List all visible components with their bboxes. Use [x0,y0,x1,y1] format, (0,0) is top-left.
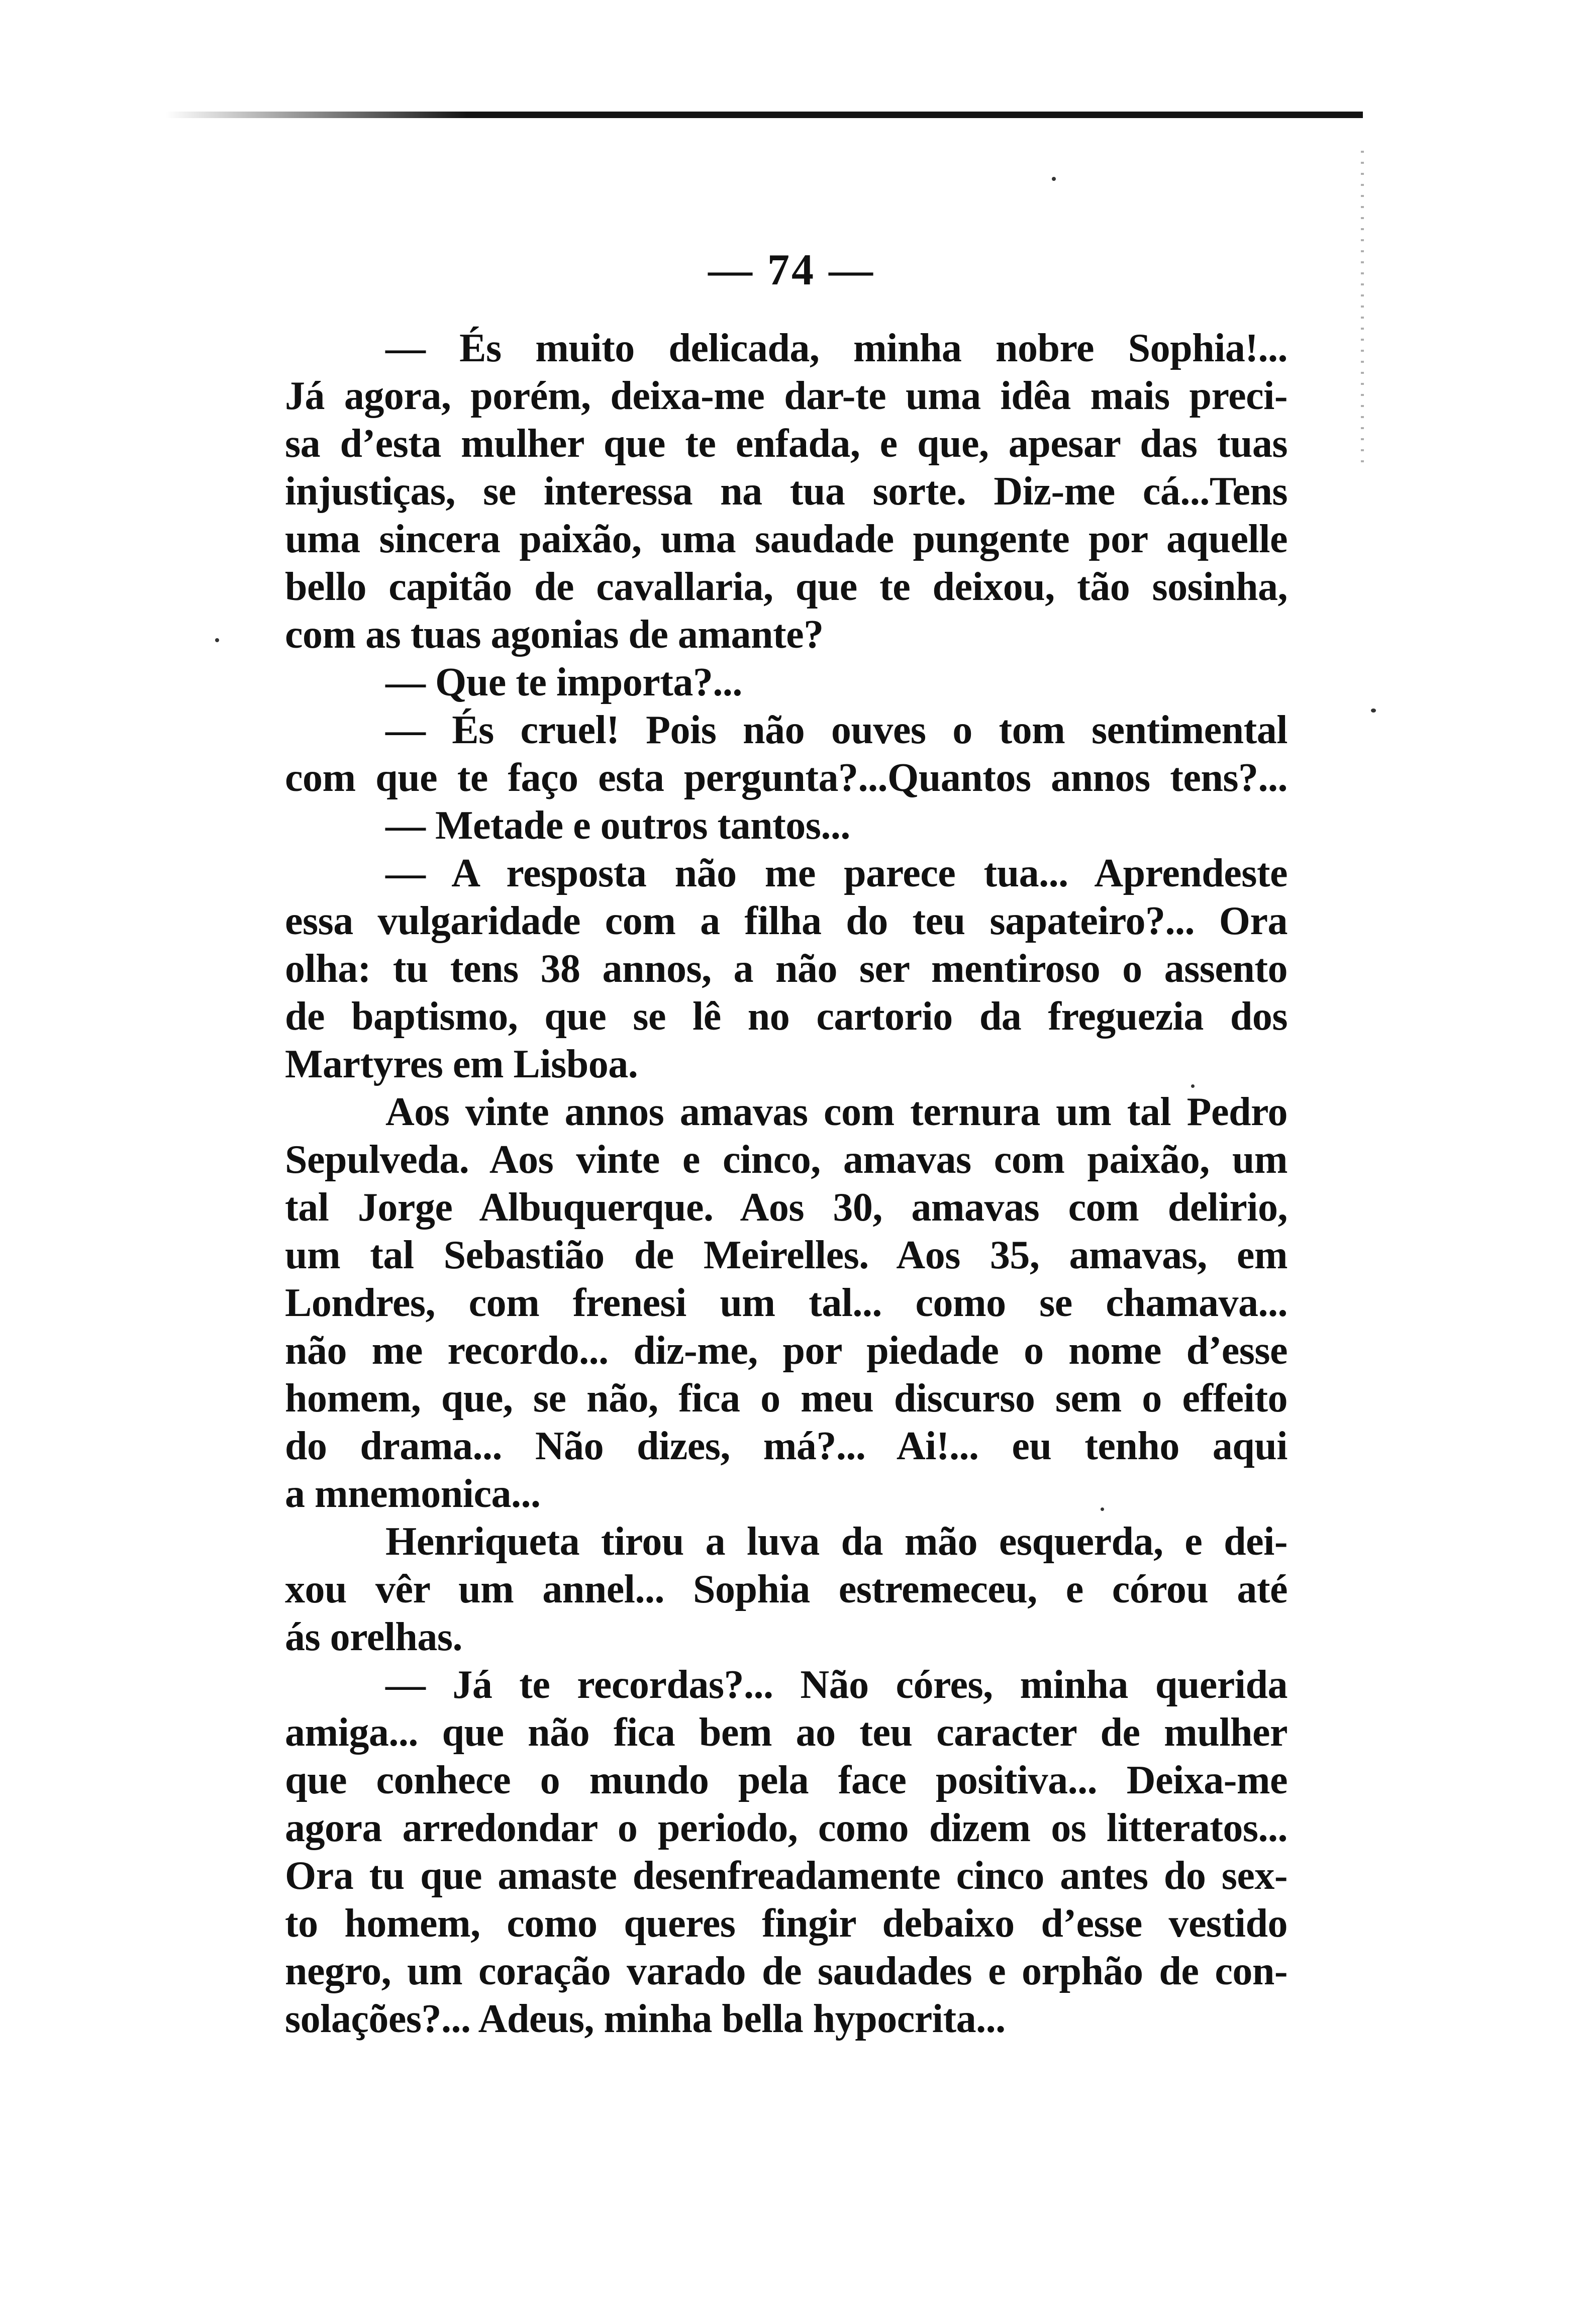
text-line: um tal Sebastião de Meirelles. Aos 35, amavas, em [285,1233,1288,1277]
text-line: Já agora, porém, deixa-me dar-te uma idêa mais preci- [285,374,1288,418]
text-line: solações?... Adeus, minha bella hypocrita... [285,1997,1006,2041]
text-line: Ora tu que amaste desenfreadamente cinco antes do sex- [285,1854,1288,1898]
page-number: — 74 — [708,246,875,294]
text-line: xou vêr um annel... Sophia estremeceu, e córou até [285,1567,1288,1611]
text-line: bello capitão de cavallaria, que te deixou, tão sosinha, [285,565,1288,609]
text-line: — Metade e outros tantos... [385,803,850,848]
text-line: homem, que, se não, fica o meu discurso sem o effeito [285,1376,1288,1421]
text-line: — Já te recordas?... Não córes, minha querida [385,1663,1288,1707]
text-line: — Que te importa?... [385,660,742,704]
print-speck [1101,1507,1104,1511]
text-line: amiga... que não fica bem ao teu caracter de mulher [285,1710,1288,1755]
text-line: — És muito delicada, minha nobre Sophia!... [385,326,1288,370]
text-line: não me recordo... diz-me, por piedade o nome d’esse [285,1329,1288,1373]
edge-speckles [1361,151,1364,462]
print-speck [215,638,219,642]
text-line: a mnemonica... [285,1472,541,1516]
text-line: essa vulgaridade com a filha do teu sapateiro?... Ora [285,899,1288,943]
text-line: to homem, como queres fingir debaixo d’esse vestido [285,1901,1288,1946]
text-line: Martyres em Lisboa. [285,1042,638,1086]
text-line: — És cruel! Pois não ouves o tom sentimental [385,708,1288,752]
text-line: de baptismo, que se lê no cartorio da freguezia dos [285,994,1288,1039]
print-speck [1371,709,1376,713]
text-line: com as tuas agonias de amante? [285,613,824,657]
text-line: injustiças, se interessa na tua sorte. Diz-me cá...Tens [285,469,1288,514]
text-line: negro, um coração varado de saudades e orphão de con- [285,1949,1288,1993]
print-speck [1052,177,1056,181]
print-speck [1191,1084,1195,1088]
body-text [285,325,1288,2043]
text-line: Henriqueta tirou a luva da mão esquerda, e dei- [385,1520,1288,1564]
top-rule-fade [166,112,467,118]
text-line: que conhece o mundo pela face positiva... Deixa-me [285,1758,1288,1802]
text-line: Aos vinte annos amavas com ternura um tal Pedro [385,1090,1288,1134]
text-line: do drama... Não dizes, má?... Ai!... eu tenho aqui [285,1424,1288,1468]
text-line: Sepulveda. Aos vinte e cinco, amavas com paixão, um [285,1138,1288,1182]
text-line: tal Jorge Albuquerque. Aos 30, amavas com delirio, [285,1185,1288,1230]
text-line: ás orelhas. [285,1615,463,1659]
text-line: — A resposta não me parece tua... Aprendeste [385,851,1288,895]
text-line: com que te faço esta pergunta?...Quantos annos tens?... [285,756,1288,800]
text-line: olha: tu tens 38 annos, a não ser mentiroso o assento [285,947,1288,991]
text-line: uma sincera paixão, uma saudade pungente por aquelle [285,517,1288,561]
text-line: sa d’esta mulher que te enfada, e que, apesar das tuas [285,422,1288,466]
text-line: agora arredondar o periodo, como dizem os litteratos... [285,1806,1288,1850]
text-line: Londres, com frenesi um tal... como se chamava... [285,1281,1288,1325]
